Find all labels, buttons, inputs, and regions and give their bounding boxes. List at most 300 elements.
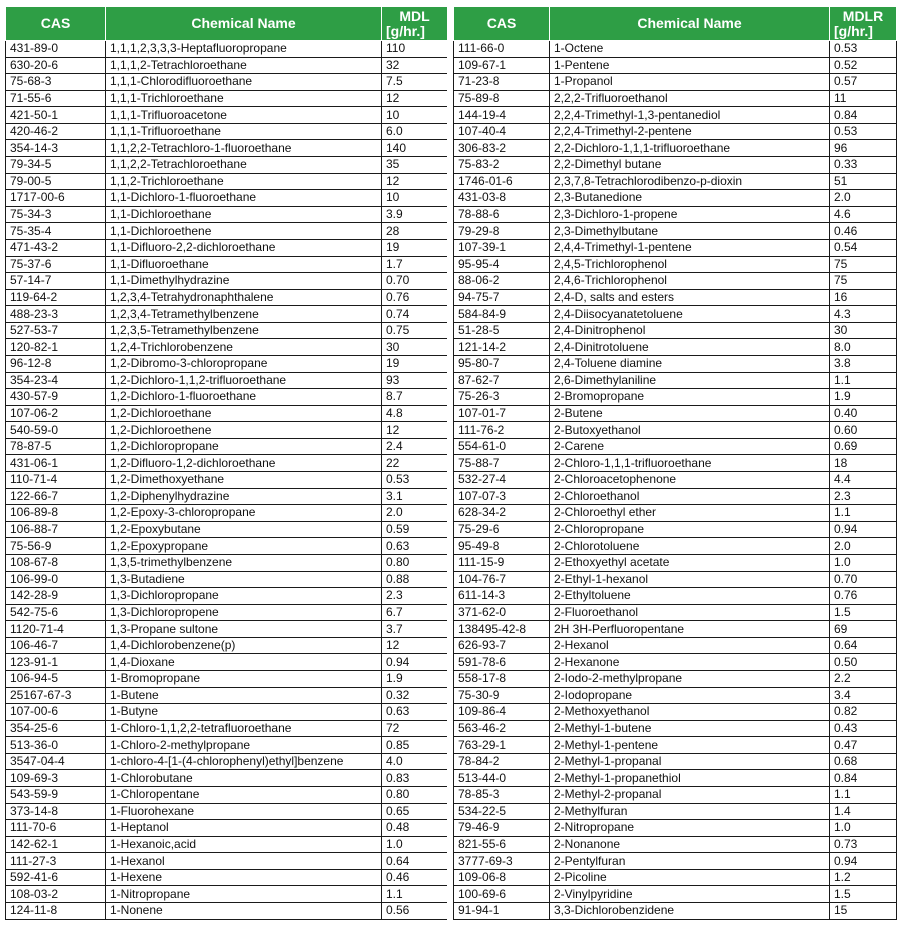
table-row: [454, 604, 897, 621]
chemical-name-cell: 2,2-Dimethyl butane: [550, 157, 830, 174]
mdl-value-cell: 1.5: [830, 886, 897, 903]
mdl-value-cell: 0.84: [830, 770, 897, 787]
cas-cell: 75-30-9: [454, 687, 550, 704]
table-row: [454, 57, 897, 74]
chemical-name-cell: 1,2-Epoxybutane: [106, 521, 382, 538]
chemical-name-cell: 2-Butene: [550, 405, 830, 422]
chemical-name-cell: 2H 3H-Perfluoropentane: [550, 621, 830, 638]
table-row: [6, 173, 448, 190]
cas-cell: 123-91-1: [6, 654, 106, 671]
table-row: [6, 472, 448, 489]
mdlr-column-header: [830, 7, 897, 41]
mdl-value-cell: 0.70: [830, 571, 897, 588]
table-row: [6, 820, 448, 837]
chemical-name-cell: 1,1,1-Trichloroethane: [106, 90, 382, 107]
mdl-value-cell: 0.48: [382, 820, 448, 837]
chemical-name-cell: 2-Nonanone: [550, 836, 830, 853]
cas-cell: 558-17-8: [454, 670, 550, 687]
mdl-value-cell: 0.85: [382, 737, 448, 754]
mdl-value-cell: 0.70: [382, 273, 448, 290]
chemical-name-cell: 2,4,4-Trimethyl-1-pentene: [550, 239, 830, 256]
mdl-value-cell: 0.60: [830, 422, 897, 439]
cas-cell: 79-00-5: [6, 173, 106, 190]
cas-cell: 543-59-9: [6, 787, 106, 804]
mdl-value-cell: 7.5: [382, 74, 448, 91]
chemical-name-cell: 3,3-Dichlorobenzidene: [550, 903, 830, 920]
table-row: [6, 273, 448, 290]
table-row: [6, 488, 448, 505]
mdl-value-cell: 0.50: [830, 654, 897, 671]
cas-cell: 75-26-3: [454, 389, 550, 406]
table-row: [454, 306, 897, 323]
mdl-value-cell: 12: [382, 90, 448, 107]
table-row: [6, 372, 448, 389]
chemical-name-cell: 1-Nitropropane: [106, 886, 382, 903]
cas-cell: 107-07-3: [454, 488, 550, 505]
cas-cell: 111-15-9: [454, 554, 550, 571]
cas-cell: 95-95-4: [454, 256, 550, 273]
cas-cell: 142-62-1: [6, 836, 106, 853]
cas-cell: 488-23-3: [6, 306, 106, 323]
table-row: [6, 107, 448, 124]
mdl-value-cell: 0.94: [830, 521, 897, 538]
cas-cell: 95-80-7: [454, 355, 550, 372]
chemical-name-cell: 1,1,2-Trichloroethane: [106, 173, 382, 190]
chemical-name-cell: 1,3,5-trimethylbenzene: [106, 554, 382, 571]
chemical-name-cell: 2-Fluoroethanol: [550, 604, 830, 621]
chemical-name-cell: 2-Carene: [550, 438, 830, 455]
cas-cell: 100-69-6: [454, 886, 550, 903]
table-row: [454, 355, 897, 372]
cas-cell: 142-28-9: [6, 588, 106, 605]
table-row: [6, 737, 448, 754]
mdl-value-cell: 4.4: [830, 472, 897, 489]
mdl-value-cell: 2.0: [830, 190, 897, 207]
table-row: [6, 157, 448, 174]
mdl-value-cell: 0.32: [382, 687, 448, 704]
cas-cell: 373-14-8: [6, 803, 106, 820]
table-row: [6, 289, 448, 306]
chemical-name-cell: 2,3-Butanedione: [550, 190, 830, 207]
mdl-value-cell: 0.43: [830, 720, 897, 737]
cas-cell: 107-39-1: [454, 239, 550, 256]
chemical-name-cell: 1,3-Propane sultone: [106, 621, 382, 638]
cas-cell: 111-66-0: [454, 41, 550, 58]
table-row: [454, 173, 897, 190]
mdl-value-cell: 1.1: [830, 505, 897, 522]
mdl-value-cell: 2.2: [830, 670, 897, 687]
chemical-name-cell: 1,3-Dichloropropane: [106, 588, 382, 605]
cas-cell: 354-25-6: [6, 720, 106, 737]
mdl-value-cell: 35: [382, 157, 448, 174]
table-row: [6, 422, 448, 439]
chemical-name-cell: 2-Methyl-1-propanethiol: [550, 770, 830, 787]
mdl-value-cell: 11: [830, 90, 897, 107]
mdl-value-cell: 0.80: [382, 554, 448, 571]
chemical-name-cell: 1,4-Dioxane: [106, 654, 382, 671]
cas-cell: 121-14-2: [454, 339, 550, 356]
mdl-value-cell: 15: [830, 903, 897, 920]
cas-cell: 109-69-3: [6, 770, 106, 787]
chemical-name-cell: 2-Vinylpyridine: [550, 886, 830, 903]
table-row: [6, 123, 448, 140]
mdl-value-cell: 1.9: [382, 670, 448, 687]
mdl-value-cell: 0.47: [830, 737, 897, 754]
chemical-name-cell: 1-Butyne: [106, 704, 382, 721]
table-row: [454, 322, 897, 339]
cas-cell: 431-06-1: [6, 455, 106, 472]
table-row: [6, 322, 448, 339]
mdl-value-cell: 8.7: [382, 389, 448, 406]
mdl-header-label: MDL: [399, 7, 430, 24]
cas-cell: 371-62-0: [454, 604, 550, 621]
mdl-value-cell: 3.8: [830, 355, 897, 372]
chemical-name-cell: 2,2,4-Trimethyl-1,3-pentanediol: [550, 107, 830, 124]
cas-cell: 107-00-6: [6, 704, 106, 721]
chemical-name-cell: 1,4-Dichlorobenzene(p): [106, 637, 382, 654]
table-row: [6, 389, 448, 406]
cas-cell: 821-55-6: [454, 836, 550, 853]
table-row: [454, 438, 897, 455]
cas-cell: 3777-69-3: [454, 853, 550, 870]
table-row: [6, 239, 448, 256]
cas-column-header: CAS: [454, 7, 550, 41]
cas-cell: 1120-71-4: [6, 621, 106, 638]
cas-cell: 88-06-2: [454, 273, 550, 290]
cas-cell: 25167-67-3: [6, 687, 106, 704]
table-row: [454, 588, 897, 605]
mdl-value-cell: 4.0: [382, 753, 448, 770]
cas-cell: 75-29-6: [454, 521, 550, 538]
chemical-name-cell: 1-Butene: [106, 687, 382, 704]
cas-cell: 71-55-6: [6, 90, 106, 107]
chemical-name-cell: 2,3,7,8-Tetrachlorodibenzo-p-dioxin: [550, 173, 830, 190]
cas-cell: 78-84-2: [454, 753, 550, 770]
table-row: [6, 803, 448, 820]
mdl-value-cell: 0.63: [382, 538, 448, 555]
table-row: [6, 654, 448, 671]
table-row: [454, 637, 897, 654]
mdl-value-cell: 18: [830, 455, 897, 472]
cas-cell: 430-57-9: [6, 389, 106, 406]
left-chemical-table: [5, 6, 448, 920]
cas-cell: 75-34-3: [6, 206, 106, 223]
mdl-value-cell: 2.0: [382, 505, 448, 522]
mdl-value-cell: 75: [830, 273, 897, 290]
chemical-name-cell: 1,3-Dichloropropene: [106, 604, 382, 621]
cas-cell: 78-85-3: [454, 787, 550, 804]
mdl-value-cell: 0.53: [830, 123, 897, 140]
chemical-name-cell: 2-Methoxyethanol: [550, 704, 830, 721]
chemical-name-cell: 1-Chloro-2-methylpropane: [106, 737, 382, 754]
table-row: [6, 538, 448, 555]
chemical-name-cell: 1,2-Difluoro-1,2-dichloroethane: [106, 455, 382, 472]
mdl-value-cell: 32: [382, 57, 448, 74]
mdl-header-unit: [g/hr.]: [386, 22, 425, 39]
chemical-name-cell: 1,1-Difluoroethane: [106, 256, 382, 273]
mdl-value-cell: 19: [382, 355, 448, 372]
mdl-value-cell: 0.94: [382, 654, 448, 671]
mdl-value-cell: 75: [830, 256, 897, 273]
chemical-name-cell: 2-Ethyltoluene: [550, 588, 830, 605]
cas-cell: 57-14-7: [6, 273, 106, 290]
table-row: [6, 190, 448, 207]
cas-cell: 563-46-2: [454, 720, 550, 737]
mdl-value-cell: 0.63: [382, 704, 448, 721]
cas-cell: 471-43-2: [6, 239, 106, 256]
cas-column-header: CAS: [6, 7, 106, 41]
chemical-name-cell: 2-Pentylfuran: [550, 853, 830, 870]
table-row: [454, 654, 897, 671]
cas-cell: 109-67-1: [454, 57, 550, 74]
table-row: [6, 704, 448, 721]
table-row: [454, 123, 897, 140]
chemical-name-cell: 2-Chloroacetophenone: [550, 472, 830, 489]
cas-cell: 431-03-8: [454, 190, 550, 207]
mdl-value-cell: 51: [830, 173, 897, 190]
chemical-name-cell: 2,4-Dinitrotoluene: [550, 339, 830, 356]
cas-cell: 626-93-7: [454, 637, 550, 654]
cas-cell: 111-70-6: [6, 820, 106, 837]
chemical-name-cell: 1,1,2,2-Tetrachloroethane: [106, 157, 382, 174]
mdl-value-cell: 0.64: [382, 853, 448, 870]
cas-cell: 78-87-5: [6, 438, 106, 455]
chemical-name-cell: 1,2-Dichloropropane: [106, 438, 382, 455]
chemical-name-cell: 2,2,2-Trifluoroethanol: [550, 90, 830, 107]
mdl-value-cell: 93: [382, 372, 448, 389]
mdl-value-cell: 4.3: [830, 306, 897, 323]
mdl-value-cell: 0.46: [382, 869, 448, 886]
cas-cell: 75-89-8: [454, 90, 550, 107]
cas-cell: 591-78-6: [454, 654, 550, 671]
cas-cell: 106-94-5: [6, 670, 106, 687]
mdl-value-cell: 0.76: [830, 588, 897, 605]
chemical-name-cell: 1,1-Difluoro-2,2-dichloroethane: [106, 239, 382, 256]
cas-cell: 110-71-4: [6, 472, 106, 489]
mdl-value-cell: 1.1: [382, 886, 448, 903]
chemical-name-cell: 1-Fluorohexane: [106, 803, 382, 820]
chemical-name-cell: 1,2,3,5-Tetramethylbenzene: [106, 322, 382, 339]
cas-cell: 540-59-0: [6, 422, 106, 439]
chemical-name-cell: 2-Hexanol: [550, 637, 830, 654]
chemical-name-cell: 2-Chlorotoluene: [550, 538, 830, 555]
chemical-name-cell: 2-Chloroethyl ether: [550, 505, 830, 522]
table-row: [454, 41, 897, 58]
mdl-value-cell: 3.1: [382, 488, 448, 505]
table-row: [6, 505, 448, 522]
chemical-name-cell: 2-Chloro-1,1,1-trifluoroethane: [550, 455, 830, 472]
chemical-name-cell: 2-Bromopropane: [550, 389, 830, 406]
mdl-value-cell: 0.73: [830, 836, 897, 853]
table-row: [6, 753, 448, 770]
mdl-value-cell: 110: [382, 41, 448, 58]
cas-cell: 420-46-2: [6, 123, 106, 140]
mdl-value-cell: 0.82: [830, 704, 897, 721]
cas-cell: 1717-00-6: [6, 190, 106, 207]
table-row: [6, 355, 448, 372]
chemical-name-cell: 2,4,5-Trichlorophenol: [550, 256, 830, 273]
chemical-name-cell: 2-Hexanone: [550, 654, 830, 671]
table-row: [6, 687, 448, 704]
chemical-name-cell: 1-Octene: [550, 41, 830, 58]
chemical-name-cell: 1,2,3,4-Tetramethylbenzene: [106, 306, 382, 323]
mdl-value-cell: 0.59: [382, 521, 448, 538]
mdl-value-cell: 0.53: [830, 41, 897, 58]
chemical-name-cell: 2-Chloroethanol: [550, 488, 830, 505]
mdl-value-cell: 0.88: [382, 571, 448, 588]
table-row: [6, 621, 448, 638]
chemical-name-cell: 2-Ethoxyethyl acetate: [550, 554, 830, 571]
chemical-name-cell: 1,2-Epoxypropane: [106, 538, 382, 555]
mdl-value-cell: 1.9: [830, 389, 897, 406]
cas-cell: 628-34-2: [454, 505, 550, 522]
chemical-name-cell: 1,1,1,2,3,3,3-Heptafluoropropane: [106, 41, 382, 58]
mdlr-header-unit: [g/hr.]: [834, 22, 873, 39]
chemical-name-cell: 2-Iodopropane: [550, 687, 830, 704]
cas-cell: 611-14-3: [454, 588, 550, 605]
chemical-name-cell: 1-Hexene: [106, 869, 382, 886]
mdl-value-cell: 0.57: [830, 74, 897, 91]
cas-cell: 119-64-2: [6, 289, 106, 306]
chemical-name-cell: 1-Pentene: [550, 57, 830, 74]
chemical-name-cell: 1,2-Dichloroethene: [106, 422, 382, 439]
cas-cell: 107-01-7: [454, 405, 550, 422]
cas-cell: 108-03-2: [6, 886, 106, 903]
cas-cell: 763-29-1: [454, 737, 550, 754]
cas-cell: 542-75-6: [6, 604, 106, 621]
mdl-value-cell: 30: [382, 339, 448, 356]
mdl-value-cell: 0.56: [382, 903, 448, 920]
mdl-value-cell: 0.68: [830, 753, 897, 770]
chemical-name-cell: 2-Methyl-1-butene: [550, 720, 830, 737]
cas-cell: 122-66-7: [6, 488, 106, 505]
cas-cell: 75-37-6: [6, 256, 106, 273]
table-row: [6, 90, 448, 107]
chemical-name-cell: 2,4,6-Trichlorophenol: [550, 273, 830, 290]
mdl-value-cell: 0.94: [830, 853, 897, 870]
mdl-value-cell: 0.53: [382, 472, 448, 489]
chemical-name-cell: 1,1,1-Chlorodifluoroethane: [106, 74, 382, 91]
mdl-value-cell: 69: [830, 621, 897, 638]
cas-cell: 79-34-5: [6, 157, 106, 174]
cas-cell: 630-20-6: [6, 57, 106, 74]
table-row: [6, 206, 448, 223]
cas-cell: 584-84-9: [454, 306, 550, 323]
table-row: [454, 737, 897, 754]
mdl-value-cell: 3.4: [830, 687, 897, 704]
table-row: [6, 853, 448, 870]
table-row: [6, 554, 448, 571]
mdl-value-cell: 28: [382, 223, 448, 240]
table-row: [454, 505, 897, 522]
table-row: [454, 140, 897, 157]
cas-cell: 107-06-2: [6, 405, 106, 422]
chemical-name-cell: 1,1,1,2-Tetrachloroethane: [106, 57, 382, 74]
table-row: [454, 820, 897, 837]
table-row: [454, 853, 897, 870]
cas-cell: 354-23-4: [6, 372, 106, 389]
cas-cell: 144-19-4: [454, 107, 550, 124]
mdl-value-cell: 0.75: [382, 322, 448, 339]
table-row: [6, 720, 448, 737]
mdl-value-cell: 0.80: [382, 787, 448, 804]
mdl-value-cell: 1.4: [830, 803, 897, 820]
mdl-value-cell: 12: [382, 173, 448, 190]
table-row: [454, 803, 897, 820]
table-row: [454, 488, 897, 505]
cas-cell: 108-67-8: [6, 554, 106, 571]
mdl-column-header: [382, 7, 448, 41]
right-header-row: [454, 7, 897, 41]
cas-cell: 554-61-0: [454, 438, 550, 455]
mdl-value-cell: 0.74: [382, 306, 448, 323]
mdl-value-cell: 140: [382, 140, 448, 157]
table-row: [454, 206, 897, 223]
mdl-value-cell: 0.83: [382, 770, 448, 787]
cas-cell: 106-89-8: [6, 505, 106, 522]
mdl-value-cell: 1.1: [830, 372, 897, 389]
cas-cell: 107-40-4: [454, 123, 550, 140]
chemical-name-cell: 2-Methylfuran: [550, 803, 830, 820]
table-row: [454, 621, 897, 638]
mdl-value-cell: 1.0: [382, 836, 448, 853]
table-row: [454, 372, 897, 389]
mdl-value-cell: 2.3: [830, 488, 897, 505]
table-row: [454, 869, 897, 886]
chemical-name-cell: 1,1-Dichloro-1-fluoroethane: [106, 190, 382, 207]
mdl-value-cell: 12: [382, 422, 448, 439]
mdl-value-cell: 4.8: [382, 405, 448, 422]
chemical-name-column-header: Chemical Name: [106, 7, 382, 41]
table-row: [6, 438, 448, 455]
left-table-body: [6, 41, 448, 920]
chemical-name-cell: 1,3-Butadiene: [106, 571, 382, 588]
cas-cell: 354-14-3: [6, 140, 106, 157]
mdl-value-cell: 96: [830, 140, 897, 157]
cas-cell: 138495-42-8: [454, 621, 550, 638]
table-row: [6, 637, 448, 654]
table-row: [6, 140, 448, 157]
table-row: [6, 256, 448, 273]
mdl-value-cell: 16: [830, 289, 897, 306]
chemical-name-cell: 2-Methyl-2-propanal: [550, 787, 830, 804]
chemical-name-cell: 1,1-Dimethylhydrazine: [106, 273, 382, 290]
mdl-value-cell: 3.7: [382, 621, 448, 638]
table-row: [454, 687, 897, 704]
chemical-name-cell: 1-Chloropentane: [106, 787, 382, 804]
cas-cell: 109-86-4: [454, 704, 550, 721]
table-row: [6, 770, 448, 787]
chemical-name-cell: 1,2-Dimethoxyethane: [106, 472, 382, 489]
cas-cell: 421-50-1: [6, 107, 106, 124]
mdl-value-cell: 10: [382, 107, 448, 124]
chemical-name-cell: 2-Nitropropane: [550, 820, 830, 837]
mdl-value-cell: 1.1: [830, 787, 897, 804]
table-row: [454, 903, 897, 920]
chemical-name-cell: 1-Nonene: [106, 903, 382, 920]
chemical-name-cell: 1-Chlorobutane: [106, 770, 382, 787]
mdl-value-cell: 0.76: [382, 289, 448, 306]
cas-cell: 87-62-7: [454, 372, 550, 389]
table-row: [6, 836, 448, 853]
mdl-value-cell: 30: [830, 322, 897, 339]
cas-cell: 106-99-0: [6, 571, 106, 588]
chemical-name-cell: 1,2-Diphenylhydrazine: [106, 488, 382, 505]
cas-cell: 75-88-7: [454, 455, 550, 472]
chemical-name-cell: 2-Methyl-1-pentene: [550, 737, 830, 754]
chemical-name-cell: 1,2-Dichloro-1-fluoroethane: [106, 389, 382, 406]
mdl-value-cell: 0.52: [830, 57, 897, 74]
